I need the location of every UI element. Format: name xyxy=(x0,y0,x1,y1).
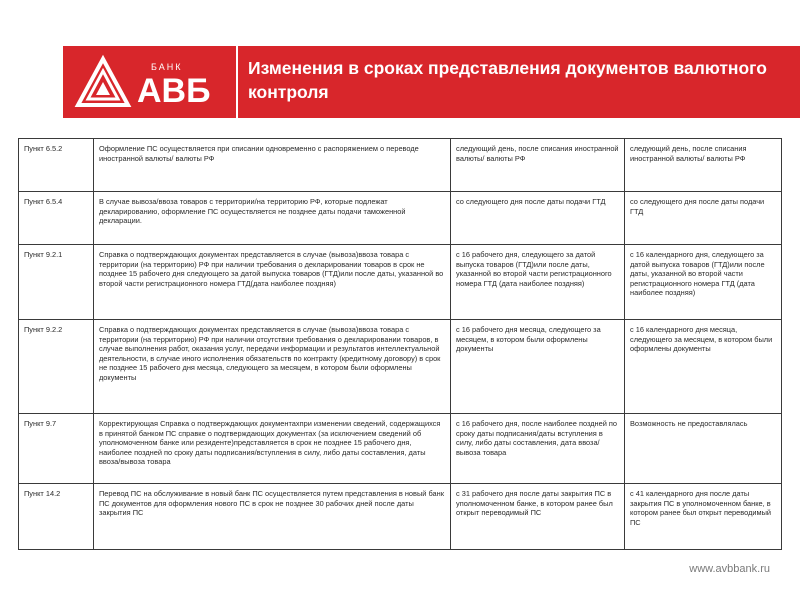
row-old-term: с 16 рабочего дня месяца, следующего за месяцем, в котором были оформлены документы xyxy=(451,320,625,414)
changes-table xyxy=(18,138,782,550)
table-row xyxy=(19,484,782,550)
row-item: Пункт 6.5.2 xyxy=(19,139,94,192)
row-description: Корректирующая Справка о подтверждающих документахпри изменении сведений, содержащихся в принятой банком ПС справке о подтверждающих документах (за исключением сведений об уполномоченном банке или резиденте)представляется в срок не позднее 15 рабочего дня, наиболее поздней по сроку даты подписания/вступления в силу, либо даты составления, даты ввоза/вывоза товара xyxy=(94,414,451,484)
row-old-term: следующий день, после списания иностранной валюты/ валюты РФ xyxy=(451,139,625,192)
row-description: Справка о подтверждающих документах представляется в случае (вывоза)ввоза товара с территории (на территорию) РФ при наличии требования о декларировании товаров в срок не позднее 15 рабочего дня следующего за датой выпуска товаров (ГТД)или после даты, указанной во второй части регистрационного номера ГТД(дата наиболее поздняя) xyxy=(94,245,451,320)
logo-emblem-icon xyxy=(73,50,228,114)
row-item: Пункт 9.2.1 xyxy=(19,245,94,320)
bank-name: АВБ xyxy=(137,72,211,110)
page-title: Изменения в сроках представления документов валютного контроля xyxy=(248,58,767,102)
row-item: Пункт 9.2.2 xyxy=(19,320,94,414)
table-row xyxy=(19,414,782,484)
row-new-term: с 16 календарного дня месяца, следующего за месяцем, в котором были оформлены документы xyxy=(625,320,782,414)
row-description: Перевод ПС на обслуживание в новый банк ПС осуществляется путем представления в новый банк ПС документов для оформления нового ПС в срок не позднее 30 рабочих дней после даты закрытия ПС xyxy=(94,484,451,550)
row-description: Справка о подтверждающих документах представляется в случае (вывоза)ввоза товара с территории (на территорию) РФ при наличии отсутствии требования о декларировании товаров, в случае выполнения работ, оказания услуг, передачи информации и результатов интеллектуальной деятельности, в случае иного исполнения обязательств по контракту (кредитному договору) в срок не позднее 15 рабочего дня месяца, следующего за месяцем, в котором были оформлены документы xyxy=(94,320,451,414)
table-row xyxy=(19,139,782,192)
header-banner xyxy=(63,46,800,118)
bank-small-label: БАНК xyxy=(151,62,183,72)
row-new-term: со следующего дня после даты подачи ГТД xyxy=(625,192,782,245)
row-new-term: Возможность не предоставлялась xyxy=(625,414,782,484)
table-row xyxy=(19,192,782,245)
row-description: В случае вывоза/ввоза товаров с территории/на территорию РФ, которые подлежат декларированию, оформление ПС осуществляется не позднее даты подачи таможенной декларации. xyxy=(94,192,451,245)
row-item: Пункт 6.5.4 xyxy=(19,192,94,245)
row-item: Пункт 9.7 xyxy=(19,414,94,484)
row-new-term: с 16 календарного дня, следующего за датой выпуска товаров (ГТД)или после даты, указанной во второй части регистрационного номера ГТД (дата наиболее поздняя) xyxy=(625,245,782,320)
changes-table-wrap xyxy=(18,138,782,550)
table-row xyxy=(19,320,782,414)
row-item: Пункт 14.2 xyxy=(19,484,94,550)
row-description: Оформление ПС осуществляется при списании одновременно с распоряжением о переводе иностранной валюты/ валюты РФ xyxy=(94,139,451,192)
row-new-term: с 41 календарного дня после даты закрытия ПС в уполномоченном банке, в котором ранее был открыт переводимый ПС xyxy=(625,484,782,550)
table-row xyxy=(19,245,782,320)
banner-divider xyxy=(236,46,238,118)
bank-logo xyxy=(63,46,236,118)
row-old-term: с 31 рабочего дня после даты закрытия ПС в уполномоченном банке, в котором ранее был открыт переводимый ПС xyxy=(451,484,625,550)
row-old-term: со следующего дня после даты подачи ГТД xyxy=(451,192,625,245)
row-old-term: с 16 рабочего дня, после наиболее поздней по сроку даты подписания/даты вступления в силу, либо даты составления, дата ввоза/вывоза товара xyxy=(451,414,625,484)
row-old-term: с 16 рабочего дня, следующего за датой выпуска товаров (ГТД)или после даты, указанной во второй части регистрационного номера ГТД (дата наиболее поздняя) xyxy=(451,245,625,320)
row-new-term: следующий день, после списания иностранной валюты/ валюты РФ xyxy=(625,139,782,192)
footer-url[interactable]: www.avbbank.ru xyxy=(689,563,770,575)
